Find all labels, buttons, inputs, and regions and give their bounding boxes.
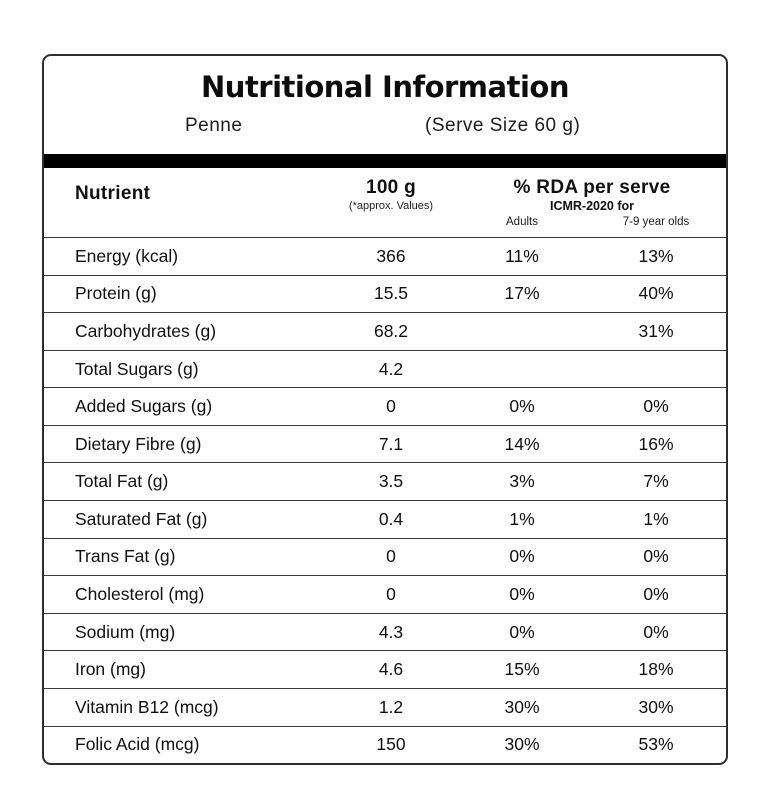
value-per-100g: 15.5 xyxy=(373,283,409,304)
rda-kids-value: 31% xyxy=(638,320,674,341)
value-per-100g: 4.3 xyxy=(378,621,404,642)
table-row xyxy=(44,387,726,425)
rda-sub-columns xyxy=(458,216,726,228)
nutrient-name: Sodium (mg) xyxy=(75,621,176,642)
value-per-100g: 0 xyxy=(386,396,396,417)
nutrient-name: Total Fat (g) xyxy=(75,471,169,492)
nutrient-name: Cholesterol (mg) xyxy=(75,583,205,604)
rda-adults-value: 0% xyxy=(509,621,535,642)
value-per-100g: 0.4 xyxy=(378,508,404,529)
column-header-adults: Adults xyxy=(506,216,538,228)
nutrient-name: Iron (mg) xyxy=(75,659,146,680)
column-header-100g-label: 100 g xyxy=(365,177,417,198)
nutrient-name: Energy (kcal) xyxy=(75,245,179,266)
value-per-100g: 4.2 xyxy=(378,358,404,379)
value-per-100g: 0 xyxy=(386,546,396,567)
value-per-100g: 3.5 xyxy=(378,471,404,492)
rda-adults-value: 14% xyxy=(504,433,540,454)
rda-adults-value: 1% xyxy=(509,508,535,529)
rda-adults-value: 15% xyxy=(504,659,540,680)
nutrient-name: Trans Fat (g) xyxy=(75,546,176,567)
table-row xyxy=(44,500,726,538)
value-per-100g: 1.2 xyxy=(378,696,404,717)
divider-bar xyxy=(44,154,726,168)
table-row xyxy=(44,688,726,726)
table-row xyxy=(44,575,726,613)
page-title: Nutritional Information xyxy=(201,70,569,104)
nutrient-table-body xyxy=(44,237,726,763)
rda-kids-value: 16% xyxy=(638,433,674,454)
rda-adults-value: 11% xyxy=(505,245,539,266)
rda-adults-value: 0% xyxy=(509,396,535,417)
column-header-rda-note: ICMR-2020 for xyxy=(549,199,635,213)
value-per-100g: 150 xyxy=(376,734,406,755)
rda-kids-value: 1% xyxy=(643,508,669,529)
serve-size: (Serve Size 60 g) xyxy=(425,115,581,136)
column-header-100g xyxy=(324,177,458,237)
column-header-kids: 7-9 year olds xyxy=(622,216,690,228)
rda-kids-value: 30% xyxy=(638,696,674,717)
rda-kids-value: 0% xyxy=(643,546,669,567)
nutrient-name: Vitamin B12 (mcg) xyxy=(75,696,219,717)
rda-kids-value: 0% xyxy=(643,583,669,604)
value-per-100g: 4.6 xyxy=(378,659,404,680)
column-header-rda-label: % RDA per serve xyxy=(513,177,671,198)
value-per-100g: 68.2 xyxy=(373,320,409,341)
table-row xyxy=(44,726,726,764)
value-per-100g: 366 xyxy=(376,245,406,266)
rda-adults-value: 3% xyxy=(509,471,535,492)
rda-adults-value: 17% xyxy=(504,283,540,304)
rda-adults-value: 30% xyxy=(504,734,540,755)
table-row xyxy=(44,462,726,500)
nutrient-name: Added Sugars (g) xyxy=(75,396,213,417)
value-per-100g: 0 xyxy=(386,583,396,604)
rda-kids-value: 18% xyxy=(638,659,674,680)
rda-kids-value: 0% xyxy=(643,621,669,642)
table-row xyxy=(44,275,726,313)
rda-adults-value: 30% xyxy=(504,696,540,717)
nutrition-label-card xyxy=(42,54,728,765)
column-header-100g-note: (*approx. Values) xyxy=(348,200,434,212)
rda-adults-value: 0% xyxy=(509,546,535,567)
nutrient-name: Total Sugars (g) xyxy=(75,358,199,379)
column-header-nutrient: Nutrient xyxy=(75,183,151,204)
rda-kids-value: 40% xyxy=(638,283,674,304)
nutrient-name: Carbohydrates (g) xyxy=(75,320,217,341)
table-row xyxy=(44,650,726,688)
table-row xyxy=(44,350,726,388)
table-row xyxy=(44,425,726,463)
column-header-rda xyxy=(458,177,726,237)
nutrient-name: Saturated Fat (g) xyxy=(75,508,208,529)
rda-kids-value: 7% xyxy=(643,471,669,492)
table-row xyxy=(44,613,726,651)
rda-adults-value: 0% xyxy=(509,583,535,604)
table-row xyxy=(44,237,726,275)
nutrient-name: Protein (g) xyxy=(75,283,157,304)
subtitle-row xyxy=(44,115,726,141)
table-row xyxy=(44,312,726,350)
nutrient-name: Dietary Fibre (g) xyxy=(75,433,202,454)
rda-kids-value: 0% xyxy=(643,396,669,417)
value-per-100g: 7.1 xyxy=(378,433,404,454)
table-header xyxy=(44,168,726,237)
title-block xyxy=(44,56,726,154)
rda-kids-value: 53% xyxy=(638,734,674,755)
product-name: Penne xyxy=(185,115,243,136)
table-row xyxy=(44,538,726,576)
rda-kids-value: 13% xyxy=(638,245,674,266)
nutrient-name: Folic Acid (mcg) xyxy=(75,734,200,755)
